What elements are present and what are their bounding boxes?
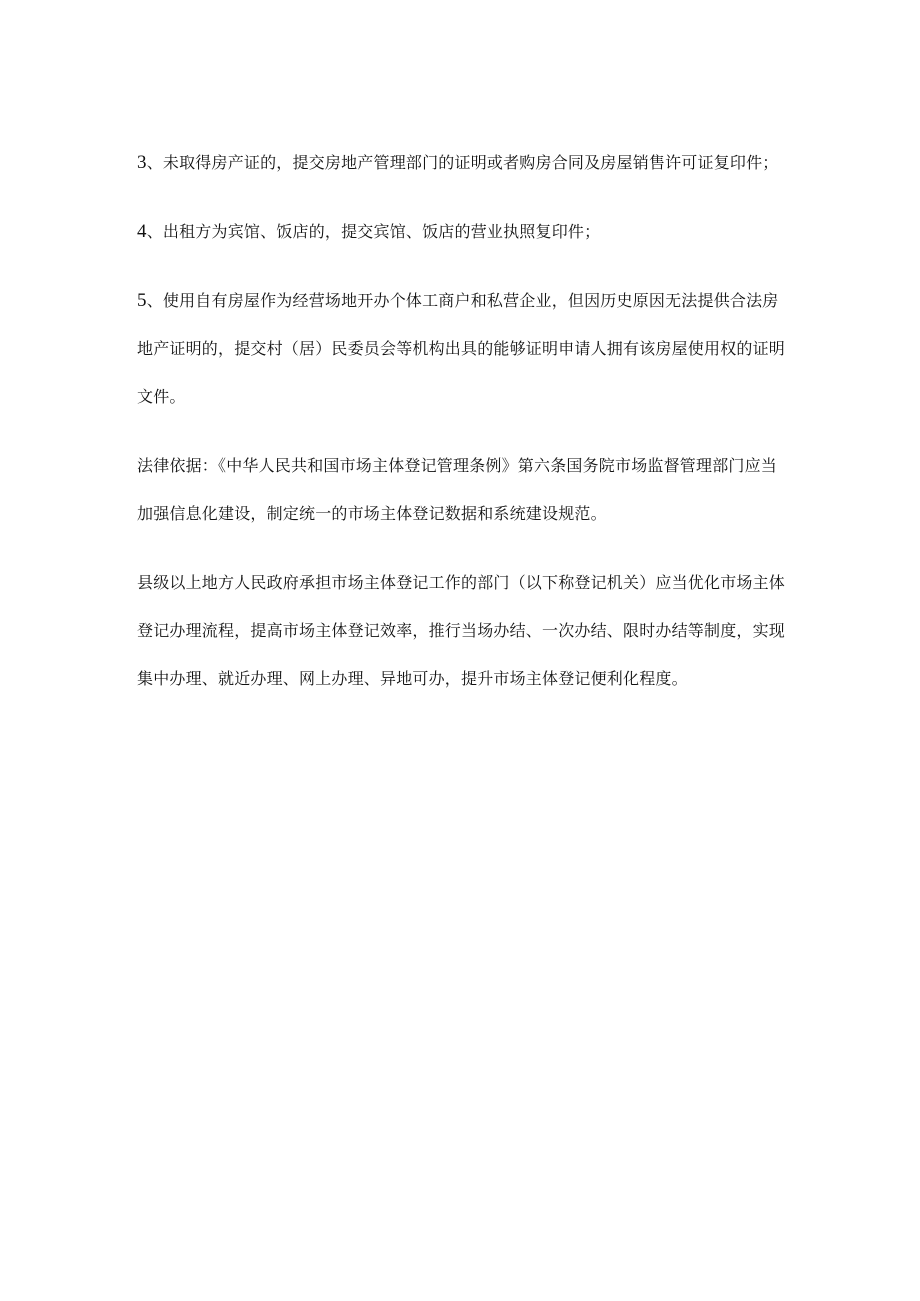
list-item-text: 、未取得房产证的，提交房地产管理部门的证明或者购房合同及房屋销售许可证复印件； [146,153,779,172]
list-item-4 [137,208,791,256]
list-item-5 [137,277,791,421]
list-item-3 [137,139,791,187]
list-item-text: 、使用自有房屋作为经营场地开办个体工商户和私营企业，但因历史原因无法提供合法房地产证明的，提交村（居）民委员会等机构出具的能够证明申请人拥有该房屋使用权的证明文件。 [137,291,786,406]
list-item-number: 3 [137,152,147,173]
list-item-number: 5 [137,290,147,311]
list-item-number: 4 [137,221,147,242]
list-item-text: 、出租方为宾馆、饭店的，提交宾馆、饭店的营业执照复印件； [146,222,601,241]
closing-paragraph: 县级以上地方人民政府承担市场主体登记工作的部门（以下称登记机关）应当优化市场主体登记办理流程，提高市场主体登记效率，推行当场办结、一次办结、限时办结等制度，实现集中办理、就近办理、网上办理、异地可办，提升市场主体登记便利化程度。 [137,573,786,688]
document-body [137,139,791,703]
legal-basis-paragraph: 法律依据：《中华人民共和国市场主体登记管理条例》第六条国务院市场监督管理部门应当加强信息化建设，制定统一的市场主体登记数据和系统建设规范。 [137,456,778,523]
